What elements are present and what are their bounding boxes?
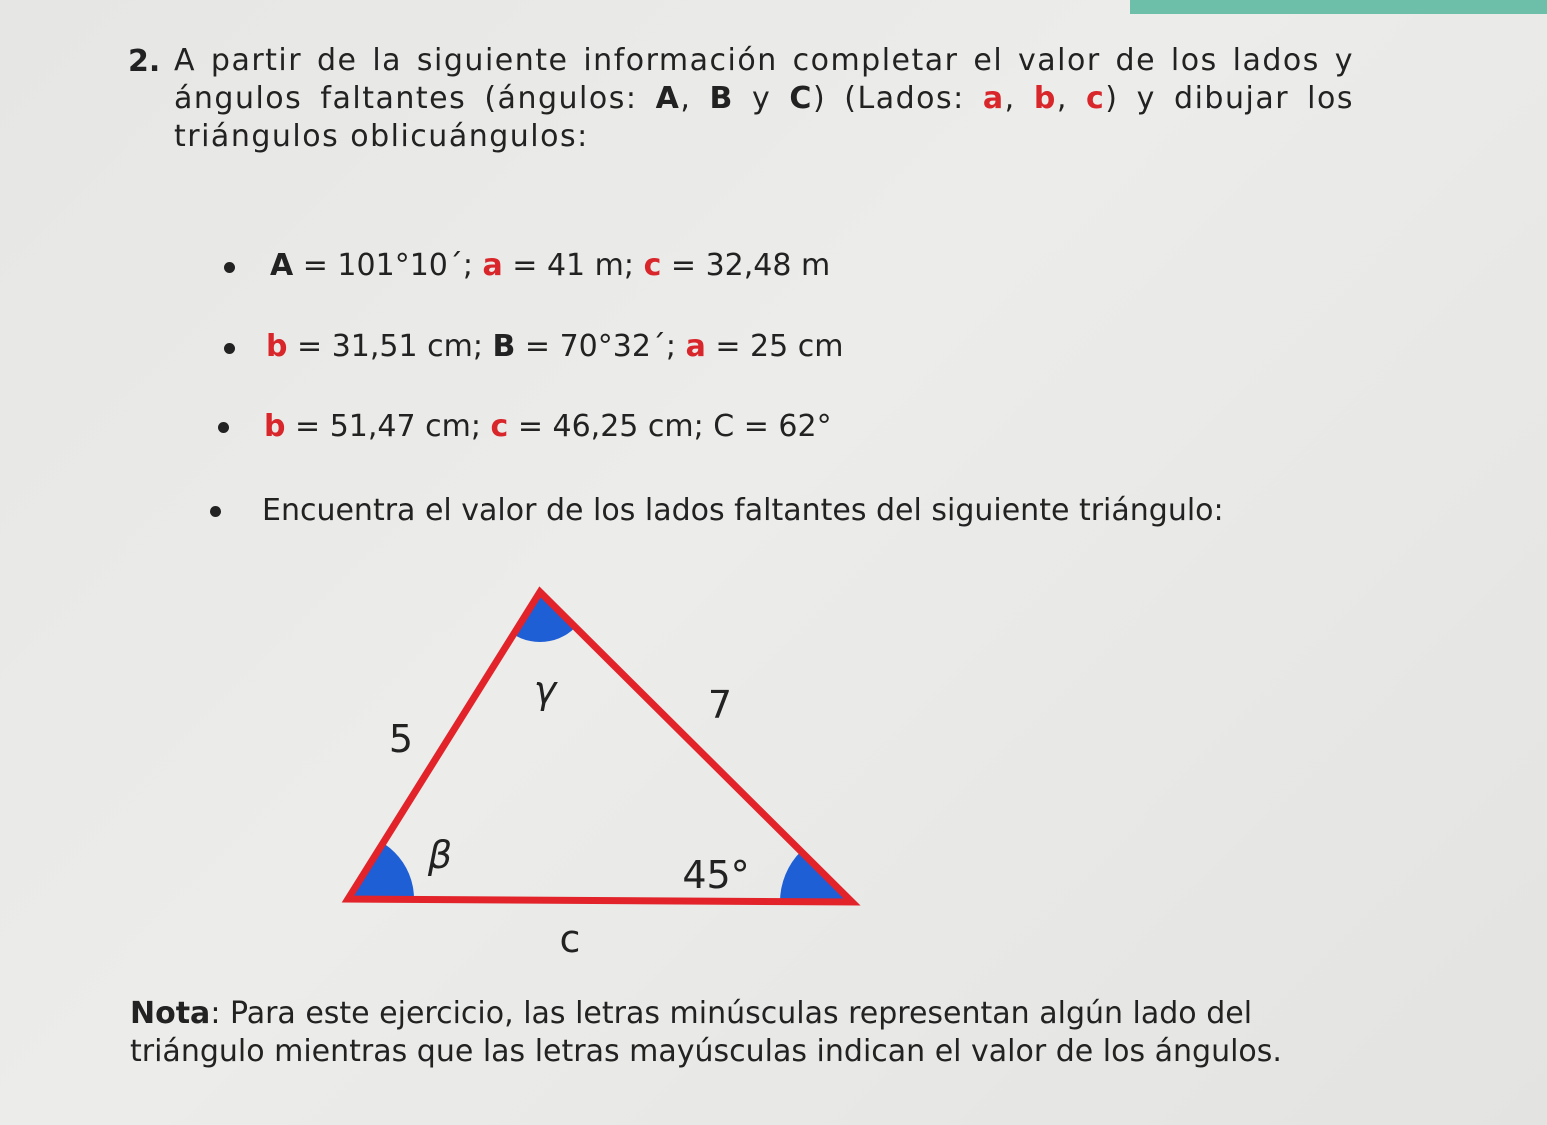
item-1-var-3: c	[643, 248, 662, 283]
angle-letter-A: A	[655, 81, 681, 116]
list-item-4: Encuentra el valor de los lados faltantes del siguiente triángulo:	[262, 493, 1224, 528]
angle-45-label: 45°	[682, 853, 750, 897]
item-2-text-1: = 31,51 cm;	[287, 329, 493, 364]
intro-y: y	[733, 81, 790, 116]
side-right-label: 7	[707, 683, 733, 727]
side-letter-c: c	[1086, 81, 1106, 116]
item-3-text-1: = 51,47 cm;	[285, 409, 491, 444]
intro-text-3: ) y dibujar los triángulos oblicuángulos:	[174, 81, 1366, 154]
item-3-text-2: = 46,25 cm; C = 62°	[508, 409, 832, 444]
angle-beta-label: β	[427, 833, 453, 877]
item-2-var-2: B	[492, 329, 516, 364]
intro-sep-1: ,	[680, 81, 710, 116]
item-1-text-3: = 32,48 m	[661, 248, 831, 283]
side-bottom-label: c	[559, 917, 581, 961]
item-1-text-2: = 41 m;	[502, 248, 644, 283]
item-1-var-2: a	[482, 248, 503, 283]
side-left-label: 5	[388, 717, 414, 761]
item-1-var-1: A	[270, 248, 294, 283]
question-number: 2.	[128, 44, 161, 79]
item-2-text-3: = 25 cm	[705, 329, 844, 364]
intro-sep-2: ,	[1004, 81, 1034, 116]
nota-paragraph	[130, 995, 1360, 1071]
item-2-var-3: a	[685, 329, 706, 364]
angle-letter-C: C	[789, 81, 813, 116]
intro-text-1: A partir de la siguiente información completar el valor de los lados y ángulos faltantes (ángulos:	[174, 43, 1366, 116]
nota-text: : Para este ejercicio, las letras minúsculas representan algún lado del triángulo mientras que las letras mayúsculas indican el valor de los ángulos.	[130, 996, 1282, 1069]
item-2-var-1: b	[266, 329, 288, 364]
side-letter-a: a	[982, 81, 1005, 116]
side-letter-b: b	[1033, 81, 1057, 116]
item-3-var-1: b	[264, 409, 286, 444]
intro-sep-3: ,	[1056, 81, 1086, 116]
item-3-var-2: c	[490, 409, 509, 444]
nota-label: Nota	[130, 996, 211, 1031]
intro-text-2: ) (Lados:	[812, 81, 983, 116]
item-2-text-2: = 70°32´;	[515, 329, 686, 364]
angle-letter-B: B	[709, 81, 734, 116]
angle-gamma-label: γ	[533, 668, 557, 712]
item-1-text-1: = 101°10´;	[293, 248, 483, 283]
triangle-edges	[348, 592, 852, 902]
